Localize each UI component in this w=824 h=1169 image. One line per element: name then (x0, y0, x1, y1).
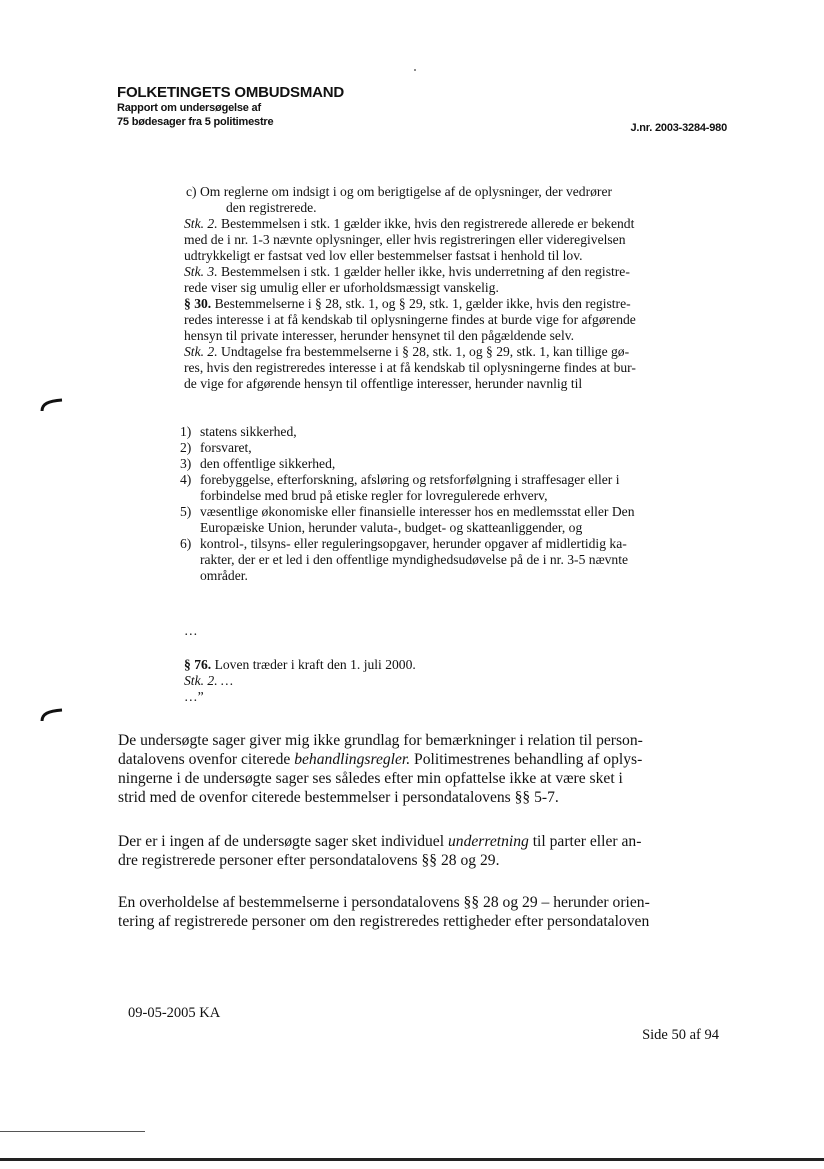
ellipsis-separator: … (184, 623, 198, 638)
organization-name: FOLKETINGETS OMBUDSMAND (117, 84, 345, 101)
emphasis-term: underretning (447, 833, 529, 850)
stk2-label: Stk. 2. (184, 216, 218, 231)
paragraph-processing-rules (118, 731, 722, 807)
list-number: 2) (180, 440, 192, 455)
scan-corner-mark (40, 398, 62, 410)
paragraph-text: Politimestrenes behandling af oplys- (410, 751, 643, 768)
paragraph-line (118, 832, 722, 851)
stk3-line1 (184, 264, 729, 280)
paragraph-line: dre registrerede personer efter persondatalovens §§ 28 og 29. (118, 852, 500, 869)
document-date: 09-05-2005 KA (128, 1005, 221, 1021)
paragraph-line: strid med de ovenfor citerede bestemmelser i persondatalovens §§ 5-7. (118, 789, 559, 806)
list-number: 1) (180, 424, 192, 439)
list-number: 4) (180, 472, 192, 487)
report-subtitle-line1: Rapport om undersøgelse af (117, 102, 261, 114)
item-c-line1: c) Om reglerne om indsigt i og om berigtigelse af de oplysninger, der vedrører (186, 184, 613, 199)
list-item (180, 424, 730, 440)
paragraph-line: tering af registrerede personer om den registreredes rettigheder efter persondataloven (118, 913, 650, 930)
paragraph-text: til parter eller an- (528, 833, 642, 850)
list-text: forebyggelse, efterforskning, afsløring og retsforfølgning i straffesager eller i (200, 472, 620, 487)
section30-stk2-line2: res, hvis den registreredes interesse i at få kendskab til oplysningerne findes at bur- (184, 360, 636, 375)
list-text: forbindelse med brud på etiske regler for lovregulerede erhverv, (200, 488, 548, 503)
footer-divider (0, 1131, 145, 1132)
section30-line3: hensyn til private interesser, herunder hensynet til den pågældende selv. (184, 328, 575, 343)
scan-corner-mark (40, 708, 62, 720)
list-number: 5) (180, 504, 192, 519)
stk2-line3: udtrykkeligt er fastsat ved lov eller bestemmelser fastsat i henhold til lov. (184, 248, 583, 263)
list-item (180, 536, 730, 584)
scan-speck (414, 69, 416, 71)
section76-text: Loven træder i kraft den 1. juli 2000. (211, 657, 416, 672)
section30-line1 (184, 296, 729, 312)
paragraph-compliance (118, 893, 722, 931)
list-text: den offentlige sikkerhed, (200, 456, 336, 471)
paragraph-line: En overholdelse af bestemmelserne i persondatalovens §§ 28 og 29 – herunder orien- (118, 894, 650, 911)
paragraph-text: Der er i ingen af de undersøgte sager sket individuel (118, 833, 448, 850)
list-text: forsvaret, (200, 440, 252, 455)
section76-stk2: Stk. 2. … (184, 673, 234, 688)
item-c-line2: den registrerede. (226, 200, 317, 215)
section76-label: § 76. (184, 657, 212, 672)
journal-number: J.nr. 2003-3284-980 (630, 122, 727, 134)
scan-bottom-edge (0, 1158, 824, 1161)
paragraph-text: datalovens ovenfor citerede (118, 751, 295, 768)
stk3-text1: Bestemmelsen i stk. 1 gælder heller ikke, hvis underretning af den registre- (217, 264, 630, 279)
section30-stk2-line3: de vige for afgørende hensyn til offentlige interesser, herunder navnlig til (184, 376, 583, 391)
section30-stk2-text1: Undtagelse fra bestemmelserne i § 28, stk. 1, og § 29, stk. 1, kan tillige gø- (217, 344, 630, 359)
list-text: væsentlige økonomiske eller finansielle interesser hos en medlemsstat eller Den (200, 504, 635, 519)
stk2-line1 (184, 216, 729, 232)
list-item (180, 504, 730, 536)
section30-label: § 30. (184, 296, 212, 311)
emphasis-term: behandlingsregler. (294, 751, 411, 768)
list-text: Europæiske Union, herunder valuta-, budget- og skatteanliggender, og (200, 520, 583, 535)
list-text: kontrol-, tilsyns- eller reguleringsopgaver, herunder opgaver af midlertidig ka- (200, 536, 627, 551)
page-number: Side 50 af 94 (642, 1027, 719, 1043)
stk2-line2: med de i nr. 1-3 nævnte oplysninger, eller hvis registreringen eller videregivelsen (184, 232, 626, 247)
section30-line2: redes interesse i at få kendskab til oplysningerne findes at burde vige for afgørende (184, 312, 636, 327)
list-item (180, 456, 730, 472)
paragraph-line (118, 750, 722, 769)
numbered-list (180, 424, 730, 584)
list-text: statens sikkerhed, (200, 424, 297, 439)
quoted-law-text (184, 184, 729, 392)
stk3-label: Stk. 3. (184, 264, 218, 279)
list-number: 6) (180, 536, 192, 551)
list-text: rakter, der er et led i den offentlige myndighedsudøvelse på de i nr. 3-5 nævnte (200, 552, 629, 567)
list-item (180, 472, 730, 504)
section30-text1: Bestemmelserne i § 28, stk. 1, og § 29, stk. 1, gælder ikke, hvis den registre- (211, 296, 631, 311)
report-subtitle-line2: 75 bødesager fra 5 politimestre (117, 116, 274, 128)
paragraph-notification (118, 832, 722, 870)
stk3-line2: rede viser sig umulig eller er uforholdsmæssigt vanskelig. (184, 280, 499, 295)
section76-block (184, 657, 729, 705)
section76-line (184, 657, 729, 673)
section30-stk2-line1 (184, 344, 729, 360)
quote-end: …” (184, 689, 204, 704)
paragraph-line: De undersøgte sager giver mig ikke grundlag for bemærkninger i relation til person- (118, 732, 643, 749)
paragraph-line: ningerne i de undersøgte sager ses således efter min opfattelse ikke at være sket i (118, 770, 623, 787)
section30-stk2-label: Stk. 2. (184, 344, 218, 359)
list-item (180, 440, 730, 456)
list-number: 3) (180, 456, 192, 471)
stk2-text1: Bestemmelsen i stk. 1 gælder ikke, hvis den registrerede allerede er bekendt (217, 216, 635, 231)
list-text: områder. (200, 568, 248, 583)
